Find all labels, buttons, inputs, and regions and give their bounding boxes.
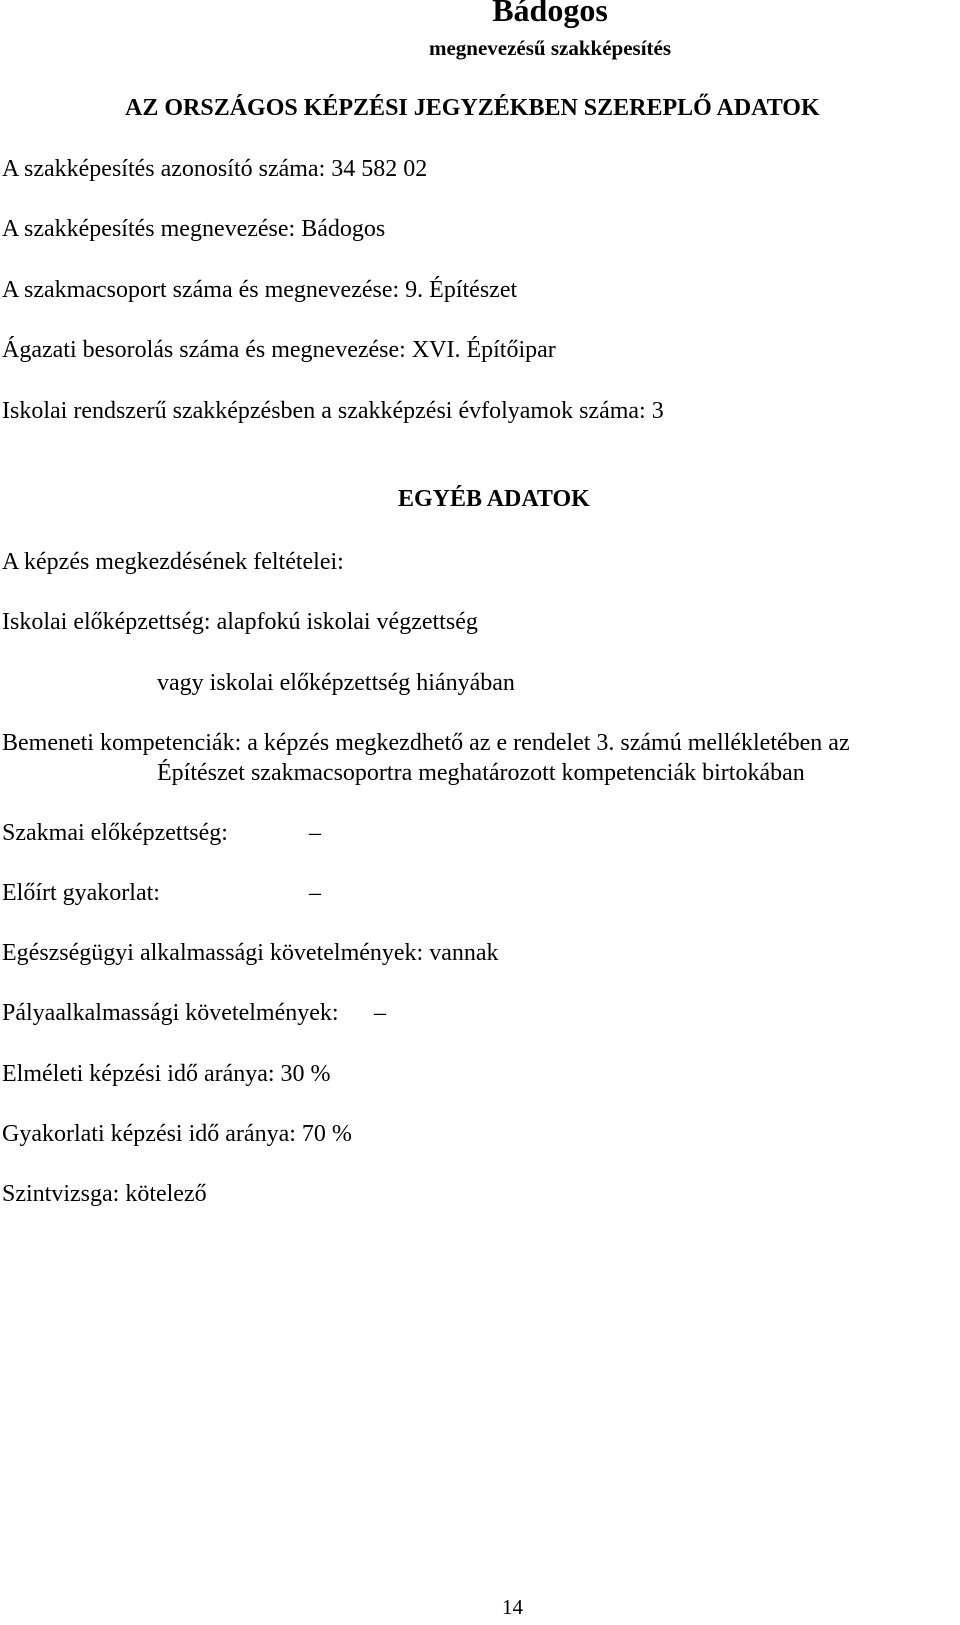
sector-classification-line: Ágazati besorolás száma és megnevezése: XVI. Építőipar: [2, 337, 556, 363]
professional-group-line: A szakmacsoport száma és megnevezése: 9. Építészet: [2, 277, 518, 303]
school-prerequisite-line: Iskolai előképzettség: alapfokú iskolai végzettség: [2, 609, 478, 635]
career-requirements-label: Pályaalkalmassági követelmények:: [2, 1000, 339, 1026]
section-heading-okj: AZ ORSZÁGOS KÉPZÉSI JEGYZÉKBEN SZEREPLŐ ADATOK: [125, 95, 820, 121]
qualification-name-line: A szakképesítés megnevezése: Bádogos: [2, 216, 386, 242]
required-practice-value: –: [309, 880, 321, 906]
level-exam-line: Szintvizsga: kötelező: [2, 1181, 207, 1207]
page-number: 14: [502, 1595, 523, 1619]
health-requirements-line: Egészségügyi alkalmassági követelmények: vannak: [2, 940, 499, 966]
professional-prerequisite-label: Szakmai előképzettség:: [2, 820, 228, 846]
qualification-id-line: A szakképesítés azonosító száma: 34 582 02: [2, 156, 428, 182]
document-title: Bádogos: [492, 0, 608, 28]
professional-prerequisite-value: –: [309, 820, 321, 846]
theory-ratio-line: Elméleti képzési idő aránya: 30 %: [2, 1061, 331, 1087]
required-practice-label: Előírt gyakorlat:: [2, 880, 160, 906]
document-subtitle: megnevezésű szakképesítés: [428, 36, 672, 60]
input-competencies-line-2: Építészet szakmacsoportra meghatározott kompetenciák birtokában: [157, 760, 805, 786]
school-years-line: Iskolai rendszerű szakképzésben a szakképzési évfolyamok száma: 3: [2, 398, 664, 424]
section-heading-other: EGYÉB ADATOK: [398, 486, 590, 512]
career-requirements-value: –: [374, 1000, 386, 1026]
practice-ratio-line: Gyakorlati képzési idő aránya: 70 %: [2, 1121, 352, 1147]
school-prerequisite-alternative: vagy iskolai előképzettség hiányában: [157, 670, 515, 696]
input-competencies-line-1: Bemeneti kompetenciák: a képzés megkezdhető az e rendelet 3. számú mellékletében az: [2, 730, 850, 756]
entry-conditions-label: A képzés megkezdésének feltételei:: [2, 549, 344, 575]
